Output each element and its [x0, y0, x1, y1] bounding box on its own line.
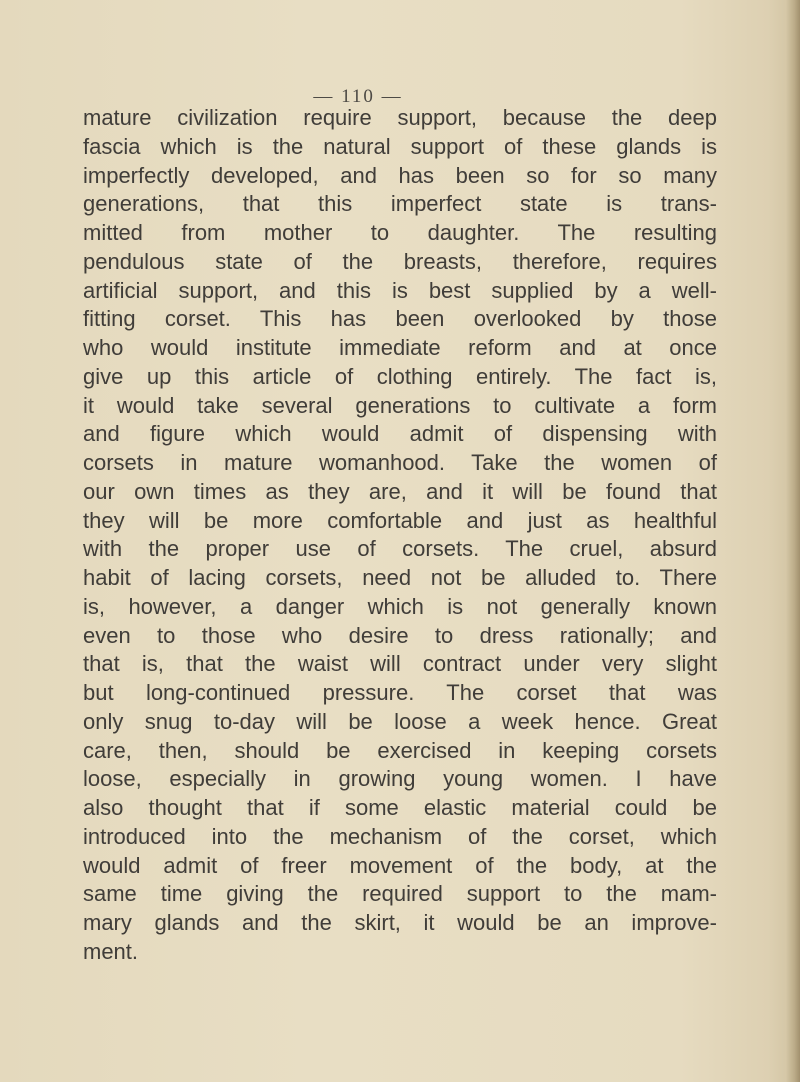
- text-line: care, then, should be exercised in keeping corsets: [83, 737, 717, 763]
- text-line: even to those who desire to dress rationally; and: [83, 622, 717, 648]
- text-line: same time giving the required support to the mam-: [83, 881, 717, 907]
- text-line: pendulous state of the breasts, therefore, requires: [83, 248, 717, 274]
- text-line: ment.: [83, 938, 139, 964]
- text-line: is, however, a danger which is not generally known: [83, 593, 717, 619]
- text-line: would admit of freer movement of the body, at the: [83, 852, 717, 878]
- page-number: — 110 —: [313, 86, 403, 107]
- text-line: introduced into the mechanism of the corset, which: [83, 823, 717, 849]
- text-line: but long-continued pressure. The corset that was: [83, 680, 717, 705]
- text-line: imperfectly developed, and has been so for so many: [83, 162, 717, 188]
- body-text: [83, 104, 717, 967]
- text-line: it would take several generations to cultivate a form: [83, 392, 717, 418]
- text-line: corsets in mature womanhood. Take the women of: [83, 450, 717, 475]
- page-edge-shadow: [786, 0, 800, 1082]
- text-line: fitting corset. This has been overlooked by those: [83, 306, 717, 332]
- text-line: who would institute immediate reform and at once: [83, 335, 717, 360]
- text-line: only snug to-day will be loose a week hence. Great: [83, 708, 717, 734]
- text-line: artificial support, and this is best supplied by a well-: [83, 277, 717, 303]
- text-line: generations, that this imperfect state is trans-: [83, 191, 717, 217]
- text-line: they will be more comfortable and just as healthful: [83, 507, 717, 533]
- text-line: loose, especially in growing young women. I have: [83, 766, 717, 792]
- text-line: also thought that if some elastic material could be: [83, 795, 717, 820]
- text-line: mitted from mother to daughter. The resulting: [83, 220, 717, 245]
- text-line: mary glands and the skirt, it would be an improve-: [83, 910, 717, 935]
- text-line: our own times as they are, and it will be found that: [83, 478, 717, 504]
- text-line: with the proper use of corsets. The cruel, absurd: [83, 536, 717, 562]
- text-line: habit of lacing corsets, need not be alluded to. There: [83, 565, 717, 590]
- text-line: that is, that the waist will contract under very slight: [83, 651, 717, 677]
- text-line: give up this article of clothing entirely. The fact is,: [83, 363, 717, 389]
- text-line: and figure which would admit of dispensing with: [83, 421, 717, 447]
- text-line: mature civilization require support, because the deep: [83, 105, 717, 130]
- text-line: fascia which is the natural support of these glands is: [83, 133, 717, 159]
